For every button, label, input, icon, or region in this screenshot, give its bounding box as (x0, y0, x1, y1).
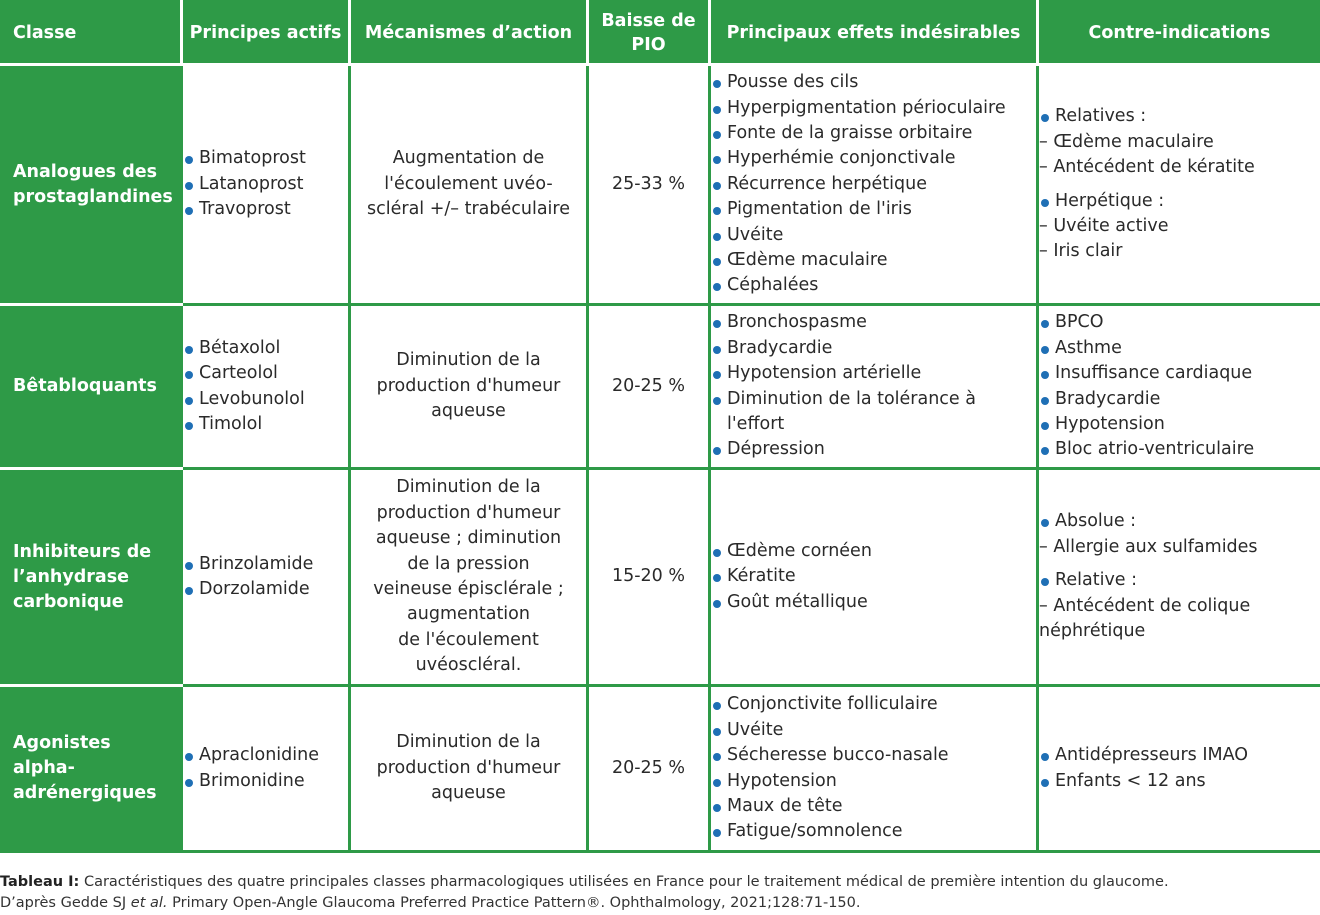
header-baisse-pio (588, 2, 710, 65)
contre-sub-item: – Œdème maculaire (1039, 131, 1214, 152)
effets-cell (710, 305, 1038, 469)
mecanisme-line: aqueuse ; diminution (375, 528, 562, 549)
classe-line: Bêtabloquants (13, 376, 157, 396)
contre-cell (1038, 305, 1320, 469)
mecanisme-line: production d'humeur (376, 502, 561, 523)
baisse-cell: 20-25 % (588, 686, 710, 852)
effet-item: Hypotension artérielle (711, 361, 1036, 386)
contre-item: Asthme (1039, 336, 1320, 361)
principe-item: Carteolol (183, 361, 348, 386)
effet-item: Hyperhémie conjonctivale (711, 146, 1036, 171)
principe-item: Latanoprost (183, 172, 348, 197)
principe-item: Dorzolamide (183, 577, 348, 602)
mecanisme-cell (350, 469, 588, 686)
mecanisme-line: scléral +/– trabéculaire (367, 199, 570, 220)
effet-item: Goût métallique (711, 590, 1036, 615)
header-baisse-line1: Baisse de (601, 11, 696, 31)
caption-source-italic: et al. (130, 895, 168, 911)
classe-line: prostaglandines (13, 186, 173, 207)
mecanisme-line: aqueuse (431, 783, 506, 804)
caption-source: D’après Gedde SJ (0, 895, 131, 911)
header-contre-indications: Contre-indications (1038, 2, 1320, 65)
caption-label: Tableau I: (0, 874, 80, 890)
effet-item: Céphalées (711, 273, 1036, 298)
classe-line: Agonistes (13, 733, 111, 753)
contre-group-head: Relative : (1039, 568, 1320, 593)
caption-source-ref: Primary Open-Angle Glaucoma Preferred Practice Pattern®. Ophthalmology, 2021;128:71-150. (167, 895, 861, 911)
caption-text: Caractéristiques des quatre principales classes pharmacologiques utilisées en France pour le traitement médical de première intention du glaucome. (79, 874, 1169, 890)
table-body (2, 65, 1320, 852)
contre-sub-item: – Antécédent de kératite (1039, 157, 1255, 178)
principe-item: Bimatoprost (183, 146, 348, 171)
header-mecanismes: Mécanismes d’action (350, 2, 588, 65)
header-row (2, 2, 1320, 65)
mecanisme-line: augmentation (407, 604, 530, 625)
table-row (2, 305, 1320, 469)
effet-item: Bradycardie (711, 336, 1036, 361)
contre-sub-item: – Allergie aux sulfamides (1039, 536, 1258, 557)
principe-item: Timolol (183, 412, 348, 437)
mecanisme-cell (350, 686, 588, 852)
mecanisme-line: l'écoulement uvéo- (384, 173, 553, 194)
effet-item: Maux de tête (711, 794, 1036, 819)
effet-item: Œdème maculaire (711, 248, 1036, 273)
classe-line: carbonique (13, 591, 124, 612)
effet-item: Uvéite (711, 718, 1036, 743)
effets-cell (710, 686, 1038, 852)
effet-item: Diminution de la tolérance à l'effort (711, 387, 1036, 438)
mecanisme-cell (350, 305, 588, 469)
baisse-cell: 20-25 % (588, 305, 710, 469)
table-row (2, 469, 1320, 686)
contre-item: Insuffisance cardiaque (1039, 361, 1320, 386)
mecanisme-line: Augmentation de (392, 148, 545, 169)
table-caption (0, 872, 1318, 914)
effet-item: Œdème cornéen (711, 539, 1036, 564)
mecanisme-line: Diminution de la (396, 732, 541, 753)
effet-item: Récurrence herpétique (711, 172, 1036, 197)
effet-item: Kératite (711, 564, 1036, 589)
contre-group-head: Herpétique : (1039, 189, 1320, 214)
classe-line: l’anhydrase (13, 566, 130, 587)
classe-line: Analogues des (13, 161, 158, 182)
effet-item: Hypotension (711, 769, 1036, 794)
mecanisme-line: de l'écoulement (398, 629, 539, 650)
mecanisme-line: Diminution de la (396, 350, 541, 371)
effet-item: Dépression (711, 437, 1036, 462)
effet-item: Conjonctivite folliculaire (711, 692, 1036, 717)
classe-cell (2, 305, 182, 469)
mecanisme-cell (350, 65, 588, 305)
effet-item: Hyperpigmentation périoculaire (711, 96, 1036, 121)
effet-item: Uvéite (711, 223, 1036, 248)
effets-cell (710, 65, 1038, 305)
effet-item: Pigmentation de l'iris (711, 197, 1036, 222)
principes-cell (182, 686, 350, 852)
contre-group-head: Absolue : (1039, 509, 1320, 534)
principes-cell (182, 65, 350, 305)
principe-item: Apraclonidine (183, 743, 348, 768)
principe-item: Brinzolamide (183, 552, 348, 577)
contre-item: Bloc atrio-ventriculaire (1039, 437, 1320, 462)
principe-item: Travoprost (183, 197, 348, 222)
classe-line: Inhibiteurs de (13, 541, 152, 562)
contre-item: Antidépresseurs IMAO (1039, 743, 1320, 768)
effets-cell (710, 469, 1038, 686)
classe-cell (2, 469, 182, 686)
principe-item: Levobunolol (183, 387, 348, 412)
principe-item: Brimonidine (183, 769, 348, 794)
mecanisme-line: aqueuse (431, 401, 506, 422)
contre-cell (1038, 469, 1320, 686)
classe-line: alpha- (13, 758, 75, 778)
table-row (2, 65, 1320, 305)
effet-item: Fatigue/somnolence (711, 819, 1036, 844)
mecanisme-line: de la pression (407, 553, 530, 574)
contre-cell (1038, 686, 1320, 852)
principe-item: Bétaxolol (183, 336, 348, 361)
effet-item: Sécheresse bucco-nasale (711, 743, 1036, 768)
contre-sub-item: – Iris clair (1039, 241, 1123, 262)
effet-item: Pousse des cils (711, 70, 1036, 95)
contre-sub-item: – Antécédent de colique néphrétique (1039, 595, 1251, 642)
table-row (2, 686, 1320, 852)
contre-item: BPCO (1039, 310, 1320, 335)
contre-item: Hypotension (1039, 412, 1320, 437)
effet-item: Fonte de la graisse orbitaire (711, 121, 1036, 146)
contre-group-head: Relatives : (1039, 104, 1320, 129)
classe-cell (2, 65, 182, 305)
header-principes-actifs: Principes actifs (182, 2, 350, 65)
effet-item: Bronchospasme (711, 310, 1036, 335)
mecanisme-line: production d'humeur (376, 375, 561, 396)
classe-cell (2, 686, 182, 852)
contre-item: Enfants < 12 ans (1039, 769, 1320, 794)
mecanisme-line: veineuse épisclérale ; (373, 579, 564, 599)
baisse-cell: 25-33 % (588, 65, 710, 305)
mecanisme-line: production d'humeur (376, 757, 561, 778)
header-classe: Classe (2, 2, 182, 65)
header-effets: Principaux effets indésirables (710, 2, 1038, 65)
principes-cell (182, 305, 350, 469)
classe-line: adrénergiques (13, 783, 157, 803)
baisse-cell: 15-20 % (588, 469, 710, 686)
contre-sub-item: – Uvéite active (1039, 215, 1169, 236)
header-baisse-line2: PIO (631, 35, 666, 55)
principes-cell (182, 469, 350, 686)
mecanisme-line: uvéoscléral. (415, 655, 522, 676)
contre-item: Bradycardie (1039, 387, 1320, 412)
contre-cell (1038, 65, 1320, 305)
mecanisme-line: Diminution de la (396, 477, 541, 498)
